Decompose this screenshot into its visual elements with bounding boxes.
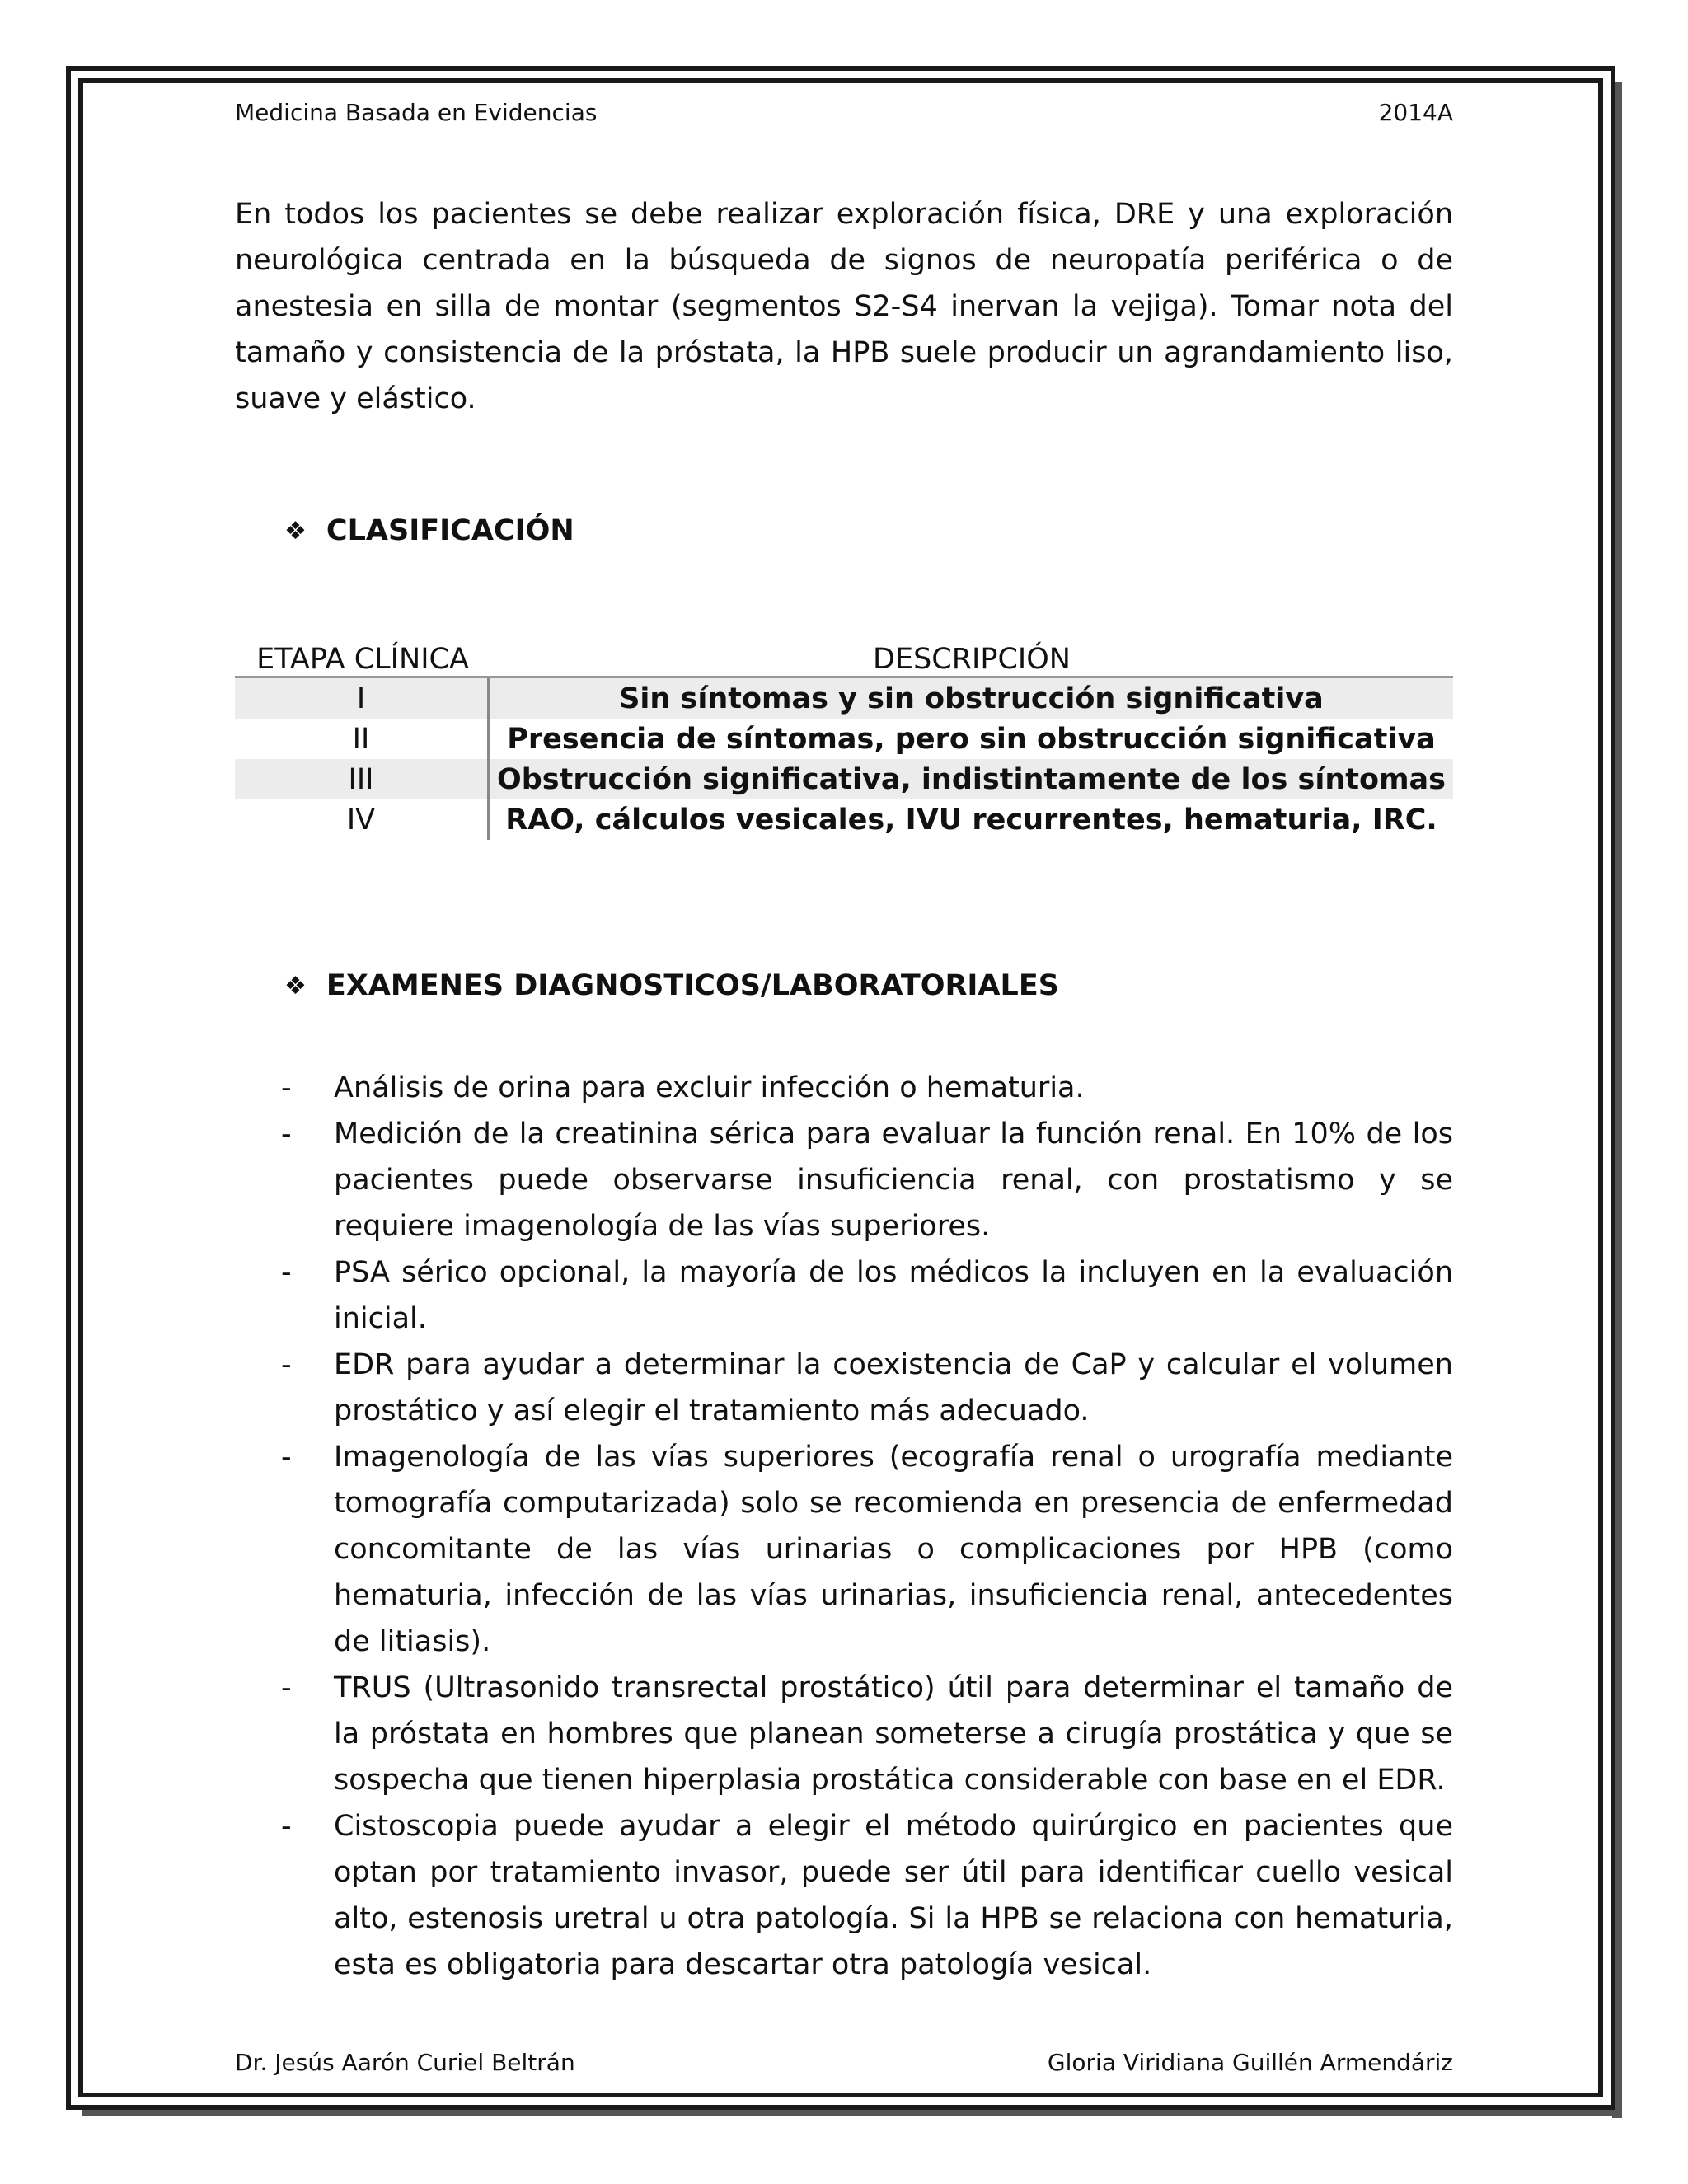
list-bullet: - [281,1671,292,1704]
list-item [235,1065,1453,1111]
header-course-title: Medicina Basada en Evidencias [235,99,598,126]
exam-list [235,1065,1453,1988]
table-header-description: DESCRIPCIÓN [873,643,1071,676]
section-title: EXAMENES DIAGNOSTICOS/LABORATORIALES [326,969,1059,1002]
list-bullet: - [281,1256,292,1289]
description-cell: Obstrucción significativa, indistintamente de los síntomas [497,762,1446,796]
list-item-text: PSA sérico opcional, la mayoría de los médicos la incluyen en la evaluación inicial. [334,1256,1453,1335]
stage-cell: IV [235,799,490,840]
table-row [235,759,1453,799]
list-item-text: Cistoscopia puede ayudar a elegir el método quirúrgico en pacientes que optan por tratamiento invasor, puede ser útil para identificar cuello vesical alto, estenosis uretral u otra patología. Si la HPB se relaciona con hematuria, esta es obligatoria para descartar otra patología vesical. [334,1810,1453,1981]
list-bullet: - [281,1118,292,1151]
list-item [235,1249,1453,1342]
section-heading-examenes [284,969,1059,1002]
stage-cell: II [235,719,490,759]
list-item [235,1434,1453,1665]
list-item-text: Análisis de orina para excluir infección o hematuria. [334,1071,1085,1104]
header-term: 2014A [1378,99,1453,126]
list-item [235,1803,1453,1988]
list-item [235,1111,1453,1249]
classification-table [235,633,1453,840]
diamond-bullet-icon: ❖ [284,971,307,1001]
footer-author: Gloria Viridiana Guillén Armendáriz [1047,2049,1453,2076]
section-title: CLASIFICACIÓN [326,514,574,547]
list-bullet: - [281,1441,292,1474]
list-bullet: - [281,1348,292,1381]
page-header [235,99,1453,126]
stage-cell: III [235,759,490,799]
list-item [235,1665,1453,1803]
list-bullet: - [281,1071,292,1104]
table-header-stage: ETAPA CLÍNICA [256,643,469,676]
list-item-text: Imagenología de las vías superiores (ecografía renal o urografía mediante tomografía computarizada) solo se recomienda en presencia de enfermedad concomitante de las vías urinarias o complicaciones por HPB (como hematuria, infección de las vías urinarias, insuficiencia renal, antecedentes de litiasis). [334,1441,1453,1658]
page-footer [235,2049,1453,2076]
list-item-text: Medición de la creatinina sérica para evaluar la función renal. En 10% de los pacientes puede observarse insuficiencia renal, con prostatismo y se requiere imagenología de las vías superiores. [334,1118,1453,1243]
description-cell: Presencia de síntomas, pero sin obstrucción significativa [507,722,1436,756]
description-cell: Sin síntomas y sin obstrucción significativa [619,682,1324,715]
list-item [235,1342,1453,1434]
list-item-text: EDR para ayudar a determinar la coexistencia de CaP y calcular el volumen prostático y así elegir el tratamiento más adecuado. [334,1348,1453,1427]
diamond-bullet-icon: ❖ [284,516,307,546]
list-item-text: TRUS (Ultrasonido transrectal prostático) útil para determinar el tamaño de la próstata en hombres que planean someterse a cirugía prostática y que se sospecha que tienen hiperplasia prostática considerable con base en el EDR. [334,1671,1453,1797]
description-cell: RAO, cálculos vesicales, IVU recurrentes, hematuria, IRC. [505,803,1437,837]
table-row [235,719,1453,759]
table-row [235,678,1453,719]
table-row [235,799,1453,840]
stage-cell: I [235,678,490,719]
list-bullet: - [281,1810,292,1843]
intro-paragraph: En todos los pacientes se debe realizar exploración física, DRE y una exploración neurológica centrada en la búsqueda de signos de neuropatía periférica o de anestesia en silla de montar (segmentos S2-S4 inervan la vejiga). Tomar nota del tamaño y consistencia de la próstata, la HPB suele producir un agrandamiento liso, suave y elástico. [235,198,1453,415]
table-header-row [235,633,1453,678]
section-heading-clasificacion [284,514,574,547]
footer-instructor: Dr. Jesús Aarón Curiel Beltrán [235,2049,575,2076]
